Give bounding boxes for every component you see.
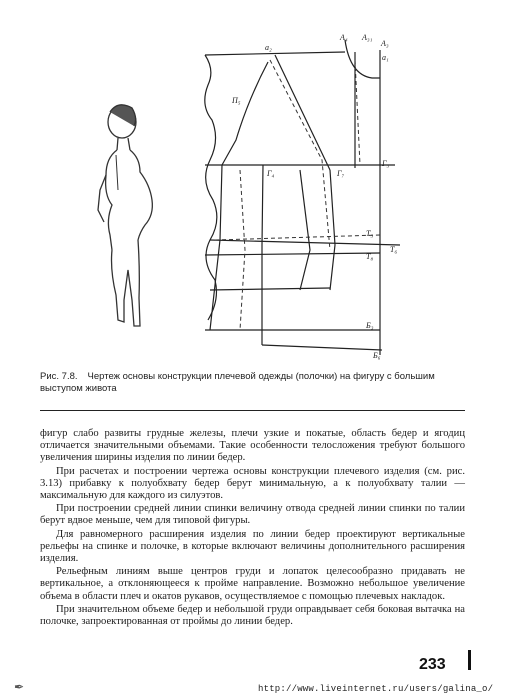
label-A3: A₃ [381,39,389,48]
label-T6: Т₆ [390,245,398,254]
paragraph-6: При значительном объеме бедер и небольшой груди оправдывает себя боковая вытачка на полочке, запроектированная от проймы до линии бедер. [40,603,465,628]
label-a2: a₂ [265,43,272,52]
paragraph-2: При расчетах и построении чертежа основы конструкции плечевого изделия (см. рис. 3.13) прибавку к полуобхвату бедер берут минимальную, а к полуобхвату талии — максимальную для каждого из силуэтов. [40,465,465,502]
figure-silhouette [98,105,152,326]
paragraph-1: фигур слабо развиты грудные железы, плечи узкие и покатые, область бедер и ягодиц отличается значительными объемами. Такие особенности телосложения требуют большого увеличения ширины изделия по линии бедер. [40,428,465,464]
corner-mark-icon: ✒ [14,680,25,694]
label-G4: Г₄ [267,169,275,178]
caption-number: Рис. 7.8. [40,371,78,382]
figure-caption [40,371,460,395]
caption-text: Чертеж основы конструкции плечевой одежды (полочки) на фигуру с большим выступом живота [40,371,435,394]
divider-rule [40,410,465,411]
page-number-bar [468,650,471,670]
label-B6: Б₆ [373,351,381,360]
paragraph-3: При построении средней линии спинки величину отвода средней линии спинки по талии берут вдвое меньше, чем для типовой фигуры. [40,503,465,527]
label-a1: a₁ [382,53,389,62]
pattern-lines [205,40,400,355]
label-P5: П₅ [232,96,241,105]
label-G7: Г₇ [337,169,345,178]
label-G3: Г₃ [382,159,390,168]
paragraph-5: Рельефным линиям выше центров груди и лопаток целесообразно придавать не вертикальное, а отклоняющееся к пройме направление. Возможно небольшое увеличение объема в области плеч и окатов рукавов, осуществляемое с помощью плечевых накладок. [40,566,465,602]
label-B3: Б₃ [366,321,374,330]
label-A31: A₃₁ [362,33,373,42]
footer-url[interactable]: http://www.liveinternet.ru/users/galina_o/ [258,684,494,694]
body-text [40,428,465,629]
label-A4: A₄ [340,33,348,42]
page-number: 233 [419,656,446,673]
label-T8: Т₈ [366,252,374,261]
paragraph-4: Для равномерного расширения изделия по линии бедер проектируют вертикальные рельефы на спинке и полочке, в которые включают величины дополнительного расширения изделия. [40,528,465,565]
label-T3: Т₃ [366,229,374,238]
